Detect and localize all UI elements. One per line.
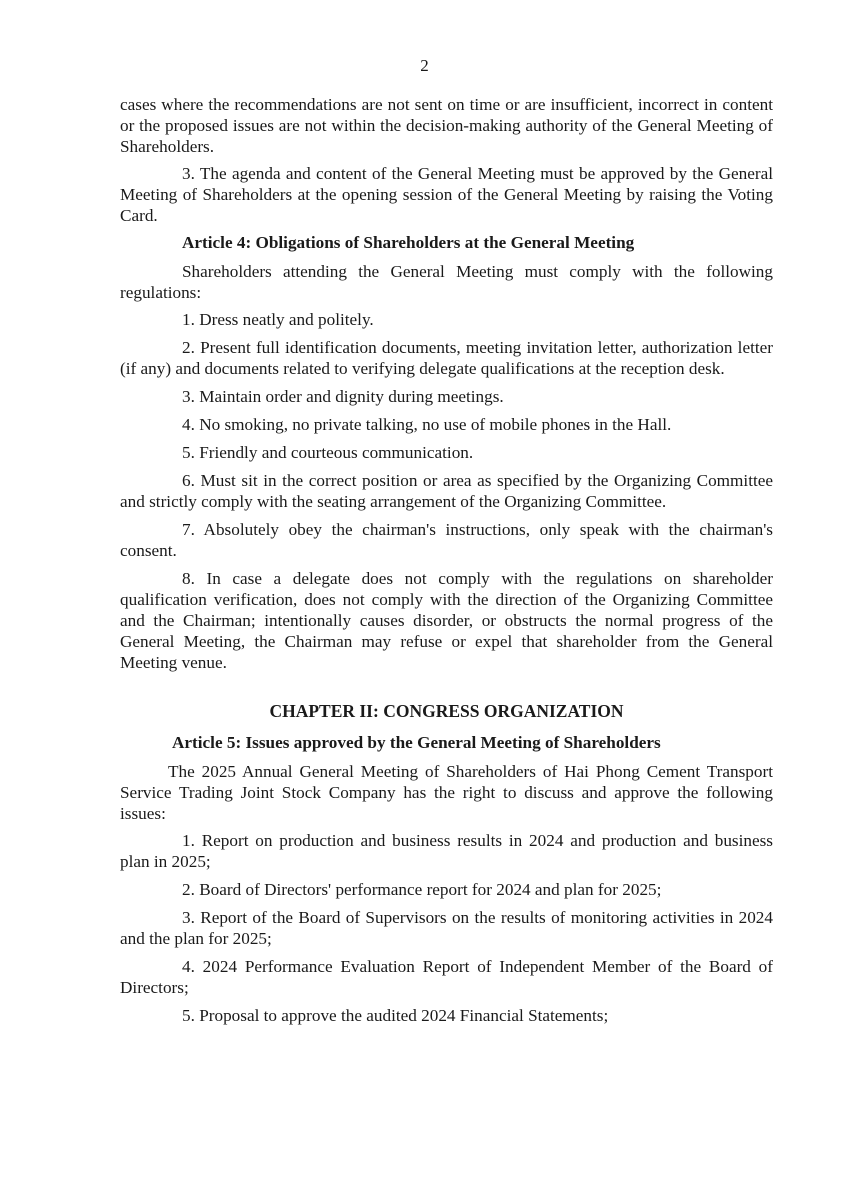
list-item: 2. Present full identification documents, meeting invitation letter, authorization letter (if any) and documents related to verifying delegate qualifications at the reception desk. xyxy=(120,338,773,378)
article-4-heading: Article 4: Obligations of Shareholders at the General Meeting xyxy=(182,233,635,252)
list-item: 2. Board of Directors' performance report for 2024 and plan for 2025; xyxy=(182,880,662,899)
list-item: 1. Report on production and business results in 2024 and production and business plan in 2025; xyxy=(120,831,773,871)
list-item: 4. No smoking, no private talking, no use of mobile phones in the Hall. xyxy=(182,415,672,434)
list-item: 8. In case a delegate does not comply with the regulations on shareholder qualification verification, does not comply with the direction of the Organizing Committee and the Chairman; intentionally causes disorder, or obstructs the normal progress of the General Meeting, the Chairman may refuse or expel that shareholder from the General Meeting venue. xyxy=(120,569,773,672)
list-item: 3. Report of the Board of Supervisors on the results of monitoring activities in 2024 and the plan for 2025; xyxy=(120,908,773,948)
article-4-intro: Shareholders attending the General Meeting must comply with the following regulations: xyxy=(120,262,773,302)
page-number: 2 xyxy=(420,56,429,75)
list-item: 1. Dress neatly and politely. xyxy=(182,310,374,329)
intro-continuation: cases where the recommendations are not sent on time or are insufficient, incorrect in content or the proposed issues are not within the decision-making authority of the General Meeting of Shareholders. xyxy=(120,95,773,156)
agenda-approval-item: 3. The agenda and content of the General Meeting must be approved by the General Meeting of Shareholders at the opening session of the General Meeting by raising the Voting Card. xyxy=(120,164,773,225)
list-item: 7. Absolutely obey the chairman's instructions, only speak with the chairman's consent. xyxy=(120,520,773,560)
article-5-heading: Article 5: Issues approved by the General Meeting of Shareholders xyxy=(172,733,661,752)
list-item: 5. Proposal to approve the audited 2024 Financial Statements; xyxy=(182,1006,609,1025)
list-item: 4. 2024 Performance Evaluation Report of Independent Member of the Board of Directors; xyxy=(120,957,773,997)
article-5-intro: The 2025 Annual General Meeting of Shareholders of Hai Phong Cement Transport Service Trading Joint Stock Company has the right to discuss and approve the following issues: xyxy=(120,762,773,823)
list-item: 6. Must sit in the correct position or area as specified by the Organizing Committee and strictly comply with the seating arrangement of the Organizing Committee. xyxy=(120,471,773,511)
article-5-issues-list xyxy=(120,830,773,1026)
article-4-obligations-list xyxy=(120,309,773,673)
list-item: 3. Maintain order and dignity during meetings. xyxy=(182,387,504,406)
chapter-2-heading: CHAPTER II: CONGRESS ORGANIZATION xyxy=(269,701,624,721)
list-item: 5. Friendly and courteous communication. xyxy=(182,443,474,462)
